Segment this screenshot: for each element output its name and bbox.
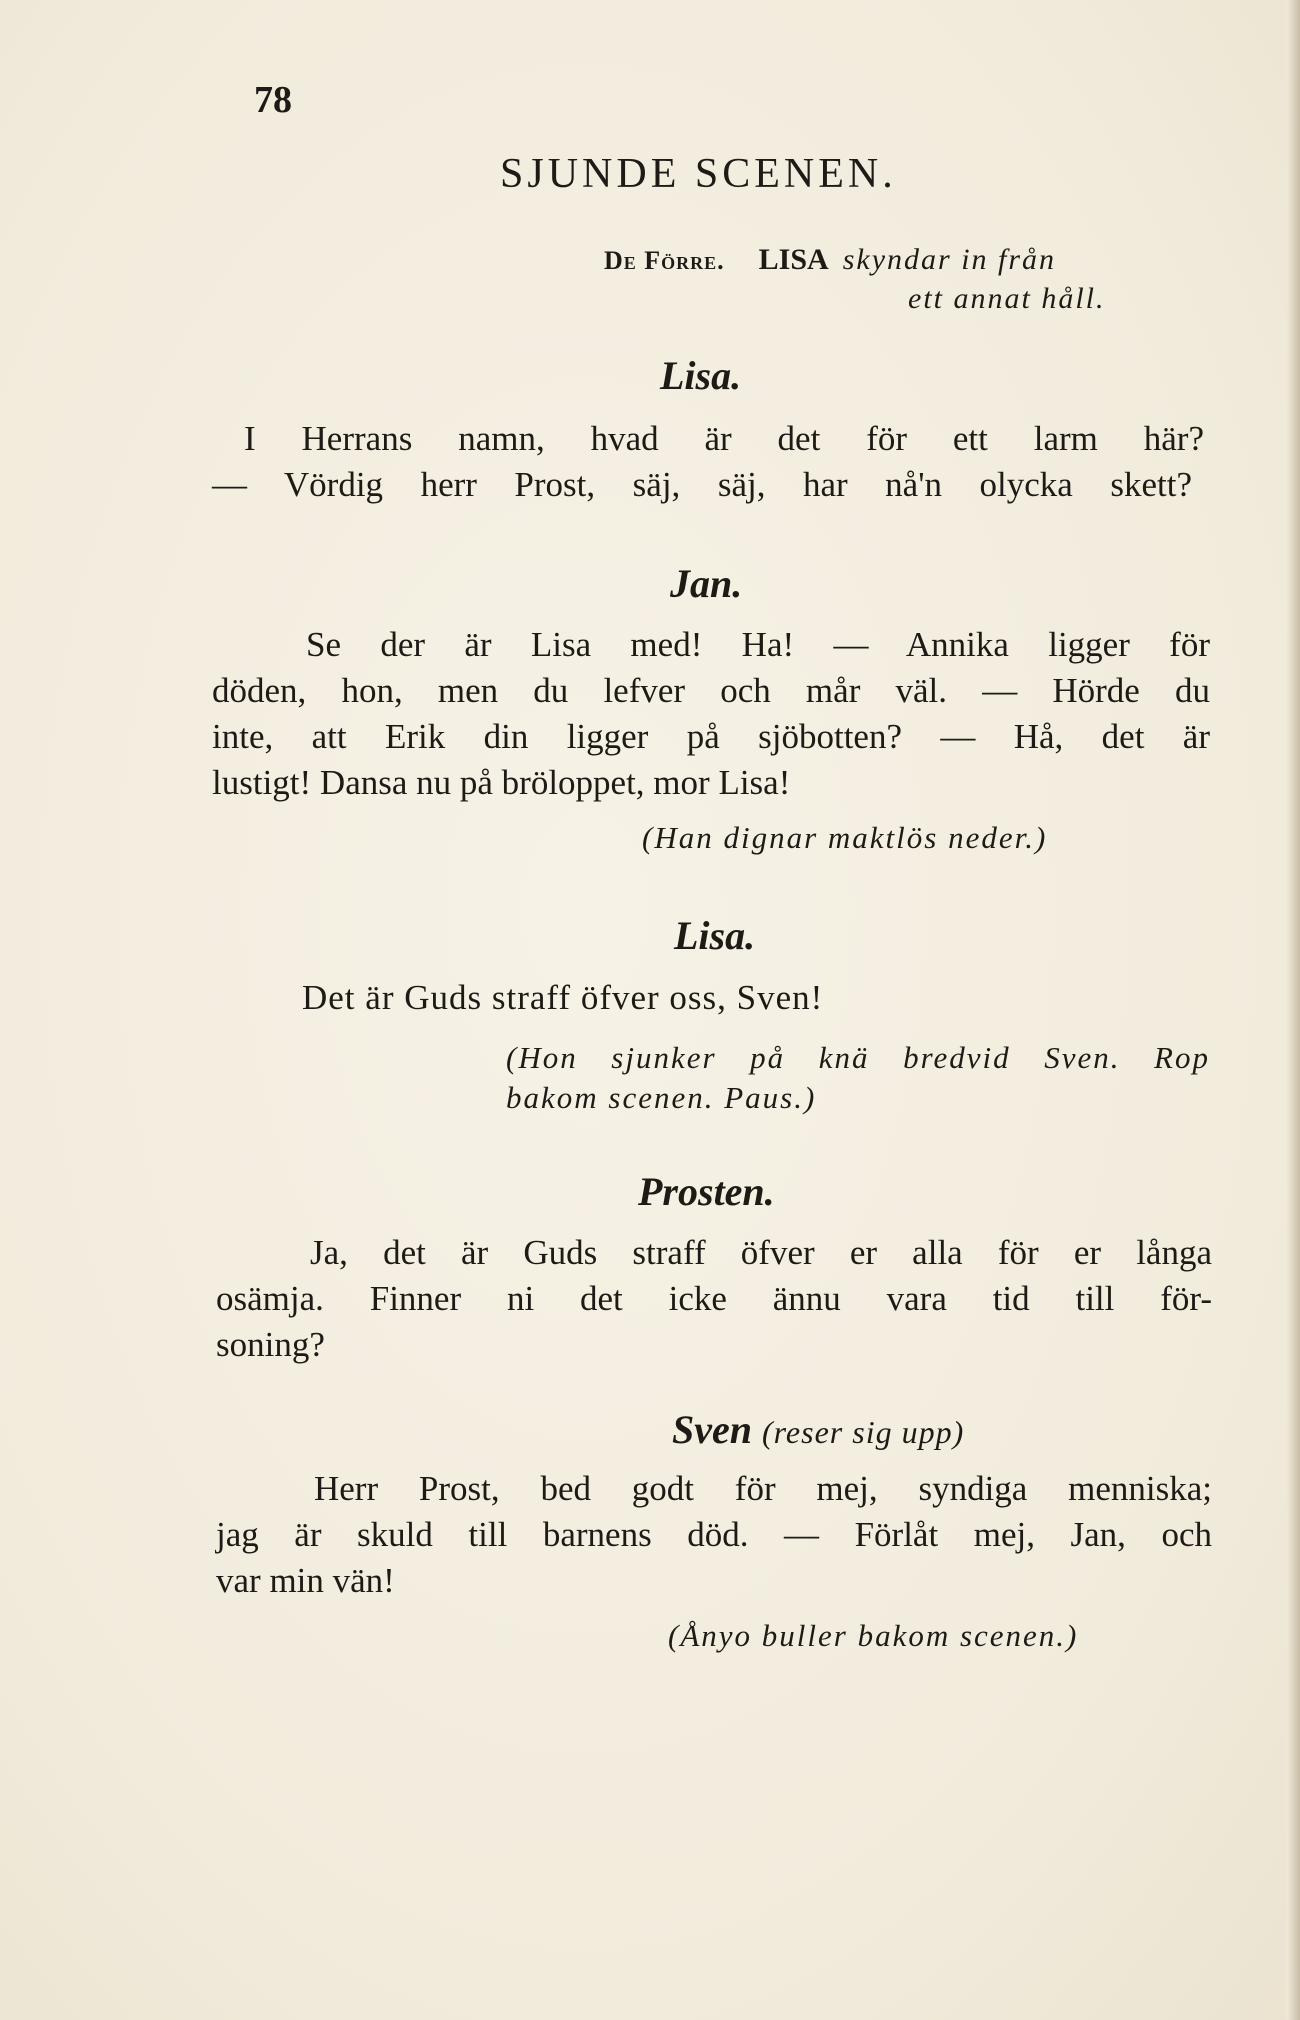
dialogue-line: inte, att Erik din ligger på sjöbotten? — Hå, det är [212,717,1210,756]
dialogue-line: jag är skuld till barnens död. — Förlåt mej, Jan, och [216,1515,1212,1554]
speaker-name: Lisa. [674,913,756,958]
speaker-name: Prosten. [638,1169,775,1214]
page-edge [1286,0,1300,2020]
stage-direction: (Han dignar maktlös neder.) [642,820,1048,855]
dialogue-line: Se der är Lisa med! Ha! — Annika ligger för [306,625,1210,664]
dialogue-line: — Vördig herr Prost, säj, säj, har nå'n olycka skett? [212,465,1192,504]
stage-direction: (Hon sjunker på knä bredvid Sven. Rop [506,1040,1210,1075]
dialogue-line: var min vän! [216,1561,395,1600]
stage-direction-text: skyndar in från [842,243,1057,276]
stage-direction: (Ånyo buller bakom scenen.) [668,1618,1079,1653]
stage-direction-entry [604,243,1056,277]
page-number: 78 [254,79,292,121]
stage-direction-text-cont: ett annat håll. [908,282,1106,315]
scene-heading: SJUNDE SCENEN. [500,151,897,197]
dialogue-line: soning? [216,1325,325,1364]
speaker-name: Sven [672,1407,752,1452]
dialogue-line: I Herrans namn, hvad är det för ett larm här? [244,419,1204,458]
dialogue-line: osämja. Finner ni det icke ännu vara tid till för- [216,1279,1212,1318]
dialogue-line: döden, hon, men du lefver och mår väl. — Hörde du [212,671,1210,710]
speaker-name: Lisa. [660,353,742,398]
stage-direction: bakom scenen. Paus.) [506,1080,817,1115]
character-name: LISA [758,243,829,276]
dialogue-line: lustigt! Dansa nu på bröloppet, mor Lisa! [212,763,791,802]
speaker-direction: (reser sig upp) [762,1414,965,1450]
persons-label: De Förre. [604,246,725,275]
dialogue-line: Ja, det är Guds straff öfver er alla för er långa [310,1233,1212,1272]
speaker-name: Jan. [670,561,743,606]
speaker-line [672,1406,964,1453]
dialogue-line: Det är Guds straff öfver oss, Sven! [302,978,824,1017]
dialogue-line: Herr Prost, bed godt för mej, syndiga menniska; [314,1469,1212,1508]
